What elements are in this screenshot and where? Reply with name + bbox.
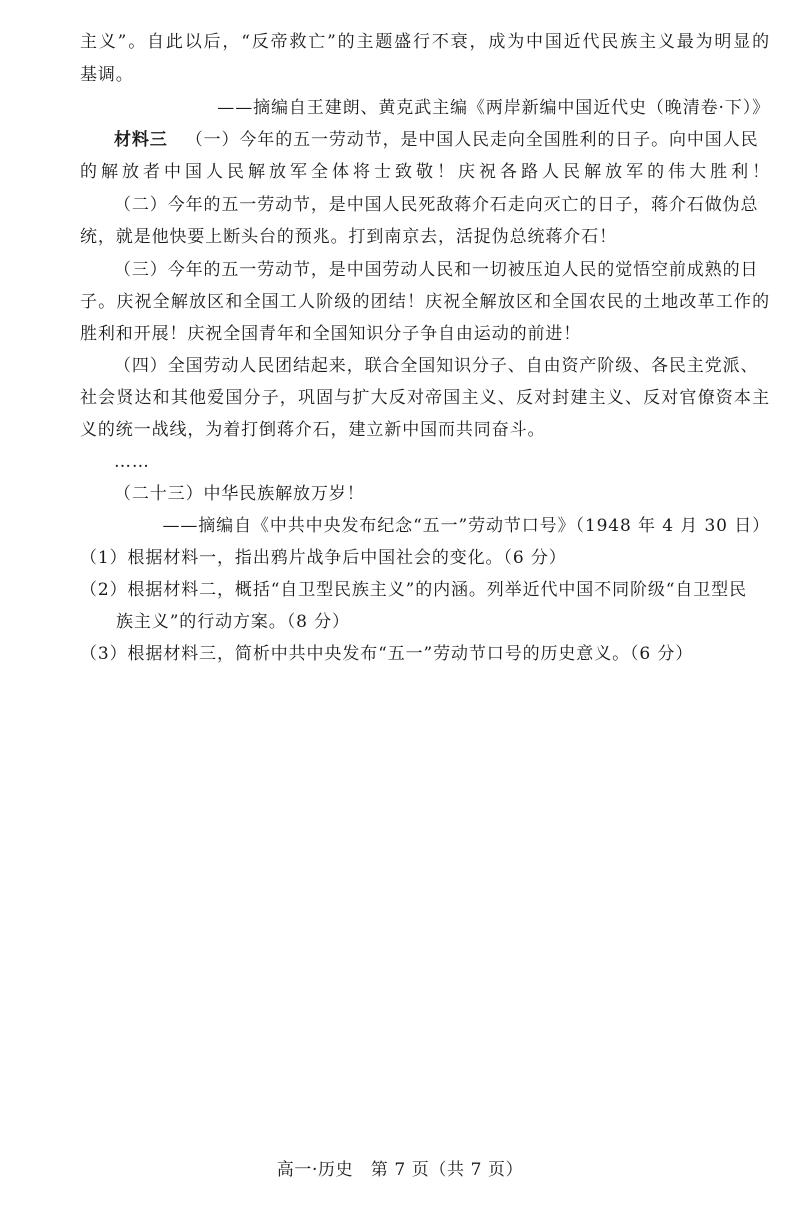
question-1: （1）根据材料一，指出鸦片战争后中国社会的变化。（6 分） <box>80 548 567 568</box>
material-three-label: 材料三 <box>114 130 168 150</box>
material-three-item-4-line: （四）全国劳动人民团结起来，联合全国知识分子、自由资产阶级、各民主党派、 <box>114 356 759 376</box>
material-three-item-1-line <box>114 128 759 152</box>
question-2-line: 族主义”的行动方案。（8 分） <box>116 612 350 632</box>
material-three-item-3-line: （三）今年的五一劳动节，是中国劳动人民和一切被压迫人民的觉悟空前成熟的日 <box>114 260 759 280</box>
material-three-item-3-line: 胜利和开展！庆祝全国青年和全国知识分子争自由运动的前进！ <box>80 324 582 344</box>
material-two-source: ——摘编自王建朗、黄克武主编《两岸新编中国近代史（晚清卷·下）》 <box>217 98 770 118</box>
material-three-item-2-line: 统，就是他快要上断头台的预兆。打到南京去，活捉伪总统蒋介石！ <box>80 227 617 247</box>
material-three-item-3-line: 子。庆祝全解放区和全国工人阶级的团结！庆祝全解放区和全国农民的土地改革工作的 <box>80 292 770 312</box>
material-two-text-line: 基调。 <box>80 65 134 85</box>
material-three-item-23: （二十三）中华民族解放万岁！ <box>114 484 365 504</box>
material-three-item-text: （一）今年的五一劳动节，是中国人民走向全国胜利的日子。向中国人民 <box>185 130 759 150</box>
material-three-item-1-line: 的解放者中国人民解放军全体将士致敬！庆祝各路人民解放军的伟大胜利！ <box>80 162 770 182</box>
material-three-ellipsis: …… <box>114 452 150 472</box>
page-footer: 高一·历史 第 7 页（共 7 页） <box>276 1160 524 1180</box>
material-three-source: ——摘编自《中共中央发布纪念“五一”劳动节口号》（1948 年 4 月 30 日） <box>162 516 770 536</box>
material-three-item-4-line: 社会贤达和其他爱国分子，巩固与扩大反对帝国主义、反对封建主义、反对官僚资本主 <box>80 388 770 408</box>
material-three-item-4-line: 义的统一战线，为着打倒蒋介石，建立新中国而共同奋斗。 <box>80 420 546 440</box>
question-3: （3）根据材料三，简析中共中央发布“五一”劳动节口号的历史意义。（6 分） <box>80 644 694 664</box>
material-two-text-line: 主义”。自此以后，“反帝救亡”的主题盛行不衰，成为中国近代民族主义最为明显的 <box>80 32 770 52</box>
material-three-item-2-line: （二）今年的五一劳动节，是中国人民死敌蒋介石走向灭亡的日子，蒋介石做伪总 <box>114 195 759 215</box>
question-2-line: （2）根据材料二，概括“自卫型民族主义”的内涵。列举近代中国不同阶级“自卫型民 <box>80 580 747 600</box>
